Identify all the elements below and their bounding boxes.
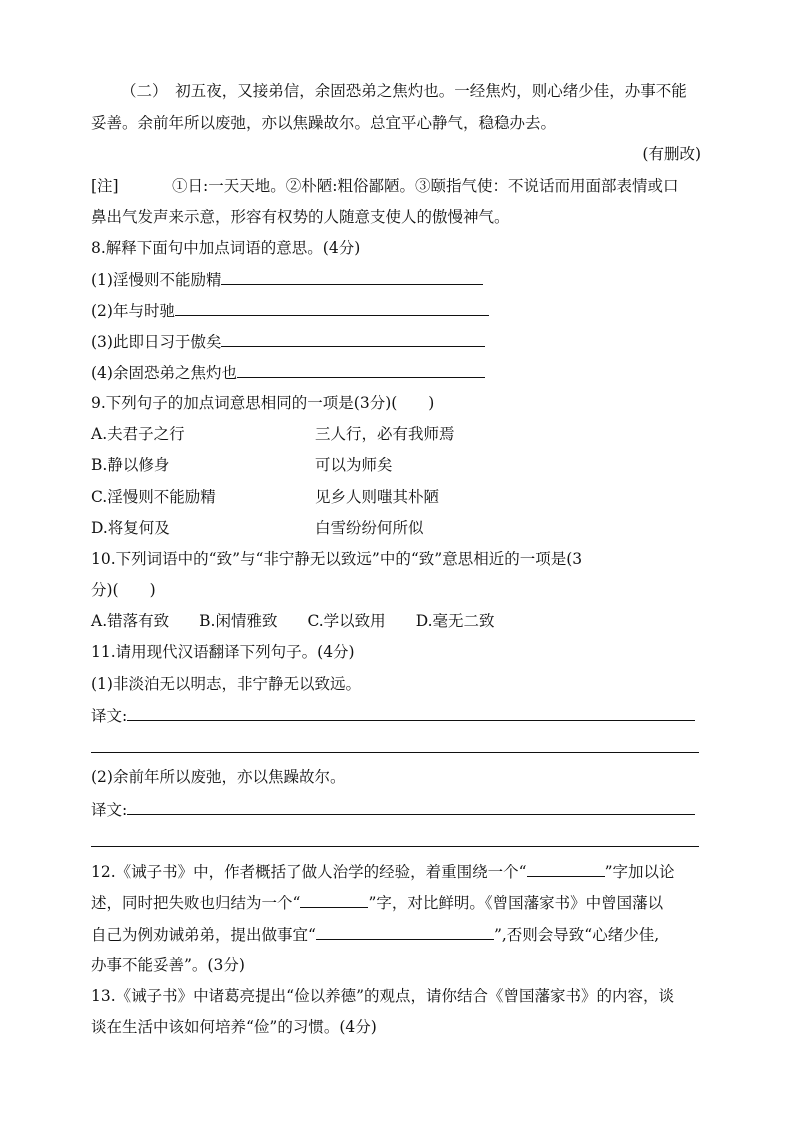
passage-line-1: （二） 初五夜，又接弟信，余固恐弟之焦灼也。一经焦灼，则心绪少佳，办事不能 [121,82,687,100]
q13-line-1: 13.《诫子书》中诸葛亮提出“俭以养德”的观点，请你结合《曾国藩家书》的内容，谈 [91,987,675,1005]
q10-option-c: C.学以致用 [307,612,386,630]
q13-line-2: 谈在生活中该如何培养“俭”的习惯。(4分) [91,1018,377,1036]
q11-translation-1 [91,704,695,727]
q10-option-a: A.错落有致 [91,612,170,630]
q11-translation-line-2b[interactable] [91,846,699,847]
q9-option-d-left: D.将复何及 [91,519,170,537]
q8-answer-line-1[interactable] [221,268,483,285]
q12-text-5: 自己为例劝诫弟弟，提出做事宜“ [91,926,316,944]
q11-translation-line-2a[interactable] [127,798,695,815]
q11-translation-label-2: 译文: [91,801,128,819]
q9-option-a-right: 三人行，必有我师焉 [315,425,455,443]
q9-option-a-left: A.夫君子之行 [91,425,185,443]
q9-option-d-right: 白雪纷纷何所似 [315,519,424,537]
q10-options [91,610,525,632]
q12-line-3 [91,923,659,946]
q11-translation-line-1b[interactable] [91,752,699,753]
q8-item-4 [91,361,485,384]
q12-line-2 [91,891,663,914]
q9-title: 9.下列句子的加点词意思相同的一项是(3分)( ) [91,394,435,412]
q11-sentence-1: (1)非淡泊无以明志，非宁静无以致远。 [91,675,361,693]
passage-line-2: 妥善。余前年所以废弛，亦以焦躁故尔。总宜平心静气，稳稳办去。 [91,114,557,132]
q10-option-b: B.闲情雅致 [199,612,278,630]
q8-item-3 [91,330,485,353]
source-note: (有删改) [642,145,701,163]
q8-item-2-text: (2)年与时驰 [91,302,175,320]
q9-option-c-left: C.淫慢则不能励精 [91,488,216,506]
q11-title: 11.请用现代汉语翻译下列句子。(4分) [91,643,355,661]
q8-item-3-text: (3)此即日习于傲矣 [91,333,222,351]
q8-answer-line-4[interactable] [237,361,485,378]
q12-text-3: 述，同时把失败也归结为一个“ [91,894,301,912]
q12-line-4: 办事不能妥善”。(3分) [91,956,245,974]
q12-blank-2[interactable] [300,891,368,908]
q8-item-2 [91,299,489,322]
q10-line-2: 分)( ) [91,581,156,599]
q11-translation-2 [91,798,695,821]
q12-blank-1[interactable] [527,860,605,877]
q8-title: 8.解释下面句中加点词语的意思。(4分) [91,239,361,257]
q10-option-d: D.毫无二致 [415,612,495,630]
notes-label: [注] [91,177,119,195]
q9-option-b-right: 可以为师矣 [315,456,393,474]
q12-text-4: ”字，对比鲜明。《曾国藩家书》中曾国藩以 [368,894,664,912]
q9-option-c-right: 见乡人则嗤其朴陋 [315,488,440,506]
q8-answer-line-3[interactable] [221,330,485,347]
q12-text-2: ”字加以论 [604,863,675,881]
q8-item-1-text: (1)淫慢则不能励精 [91,271,222,289]
q12-blank-3[interactable] [316,923,494,940]
notes-line-1: ①日:一天天地。②朴陋:粗俗鄙陋。③颐指气使：不说话而用面部表情或口 [172,177,679,195]
q10-line-1: 10.下列词语中的“致”与“非宁静无以致远”中的“致”意思相近的一项是(3 [91,550,583,568]
q11-sentence-2: (2)余前年所以废弛，亦以焦躁故尔。 [91,768,346,786]
q8-answer-line-2[interactable] [175,299,489,316]
q12-line-1 [91,860,675,883]
q8-item-4-text: (4)余固恐弟之焦灼也 [91,364,237,382]
q12-text-1: 12.《诫子书》中，作者概括了做人治学的经验，着重围绕一个“ [91,863,527,881]
notes-line-2: 鼻出气发声来示意，形容有权势的人随意支使人的傲慢神气。 [91,208,510,226]
q11-translation-label-1: 译文: [91,707,128,725]
q11-translation-line-1a[interactable] [127,704,695,721]
q9-option-b-left: B.静以修身 [91,456,170,474]
q8-item-1 [91,268,483,291]
q12-text-6: ”,否则会导致“心绪少佳, [493,926,660,944]
